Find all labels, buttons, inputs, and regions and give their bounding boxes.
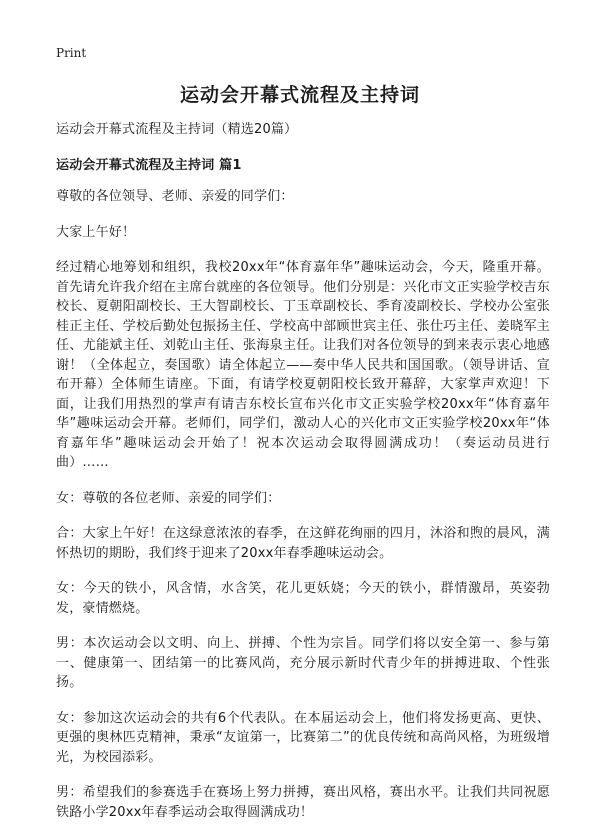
paragraph-greeting: 尊敬的各位领导、老师、亲爱的同学们： (56, 189, 294, 204)
paragraph-hello: 大家上午好！ (56, 224, 136, 240)
paragraph-female-1: 女：今天的铁小，风含情，水含笑，花儿更妖娆；今天的铁小，群情激昂，英姿勃发，豪情燃烧。 (56, 581, 550, 616)
print-link[interactable]: Print (56, 46, 87, 60)
document-body (56, 120, 550, 838)
document-subtitle: 运动会开幕式流程及主持词（精选20篇） (56, 122, 298, 137)
paragraph-together: 合：大家上午好！在这绿意浓浓的春季，在这鲜花绚丽的四月，沐浴和煦的晨风，满怀热切的期盼，我们终于迎来了20xx年春季趣味运动会。 (56, 526, 550, 561)
section-heading: 运动会开幕式流程及主持词 篇1 (56, 157, 242, 173)
paragraph-female-2: 女：参加这次运动会的共有6个代表队。在本届运动会上，他们将发扬更高、更快、更强的奥林匹克精神，秉承“友谊第一，比赛第二”的优良传统和高尚风格，为班级增光，为校园添彩。 (56, 710, 550, 765)
page-title: 运动会开幕式流程及主持词 (179, 84, 420, 106)
paragraph-female-greeting: 女：尊敬的各位老师、亲爱的同学们： (56, 490, 281, 506)
paragraph-male-2: 男：希望我们的参赛选手在赛场上努力拼搏，赛出风格，赛出水平。让我们共同祝愿铁路小学20xx年春季运动会取得圆满成功！ (56, 785, 550, 820)
paragraph-opening: 经过精心地筹划和组织，我校20xx年“体育嘉年华”趣味运动会，今天，隆重开幕。首先请允许我介绍在主席台就座的各位领导。他们分别是：兴化市文正实验学校吉东校长、夏朝阳副校长、王大智副校长、丁玉章副校长、季育凌副校长、学校办公室张桂正主任、学校后勤处包振扬主任、学校高中部顾世宾主任、张仕巧主任、姜晓军主任、尤能斌主任、刘乾山主任、张海泉主任。让我们对各位领导的到来表示衷心地感谢！（全体起立，奏国歌）请全体起立——奏中华人民共和国国歌。（领导讲话、宣布开幕）全体师生请座。下面，有请学校夏朝阳校长致开幕辞，大家掌声欢迎！下面，让我们用热烈的掌声有请吉东校长宣布兴化市文正实验学校20xx年“体育嘉年华”趣味运动会开幕。老师们，同学们，激动人心的兴化市文正实验学校20xx年“体育嘉年华”趣味运动会开始了！祝本次运动会取得圆满成功！（奏运动员进行曲）…… (56, 260, 550, 470)
paragraph-male-1: 男：本次运动会以文明、向上、拼搏、个性为宗旨。同学们将以安全第一、参与第一、健康第一、团结第一的比赛风尚，充分展示新时代青少年的拼搏进取、个性张扬。 (56, 636, 550, 690)
